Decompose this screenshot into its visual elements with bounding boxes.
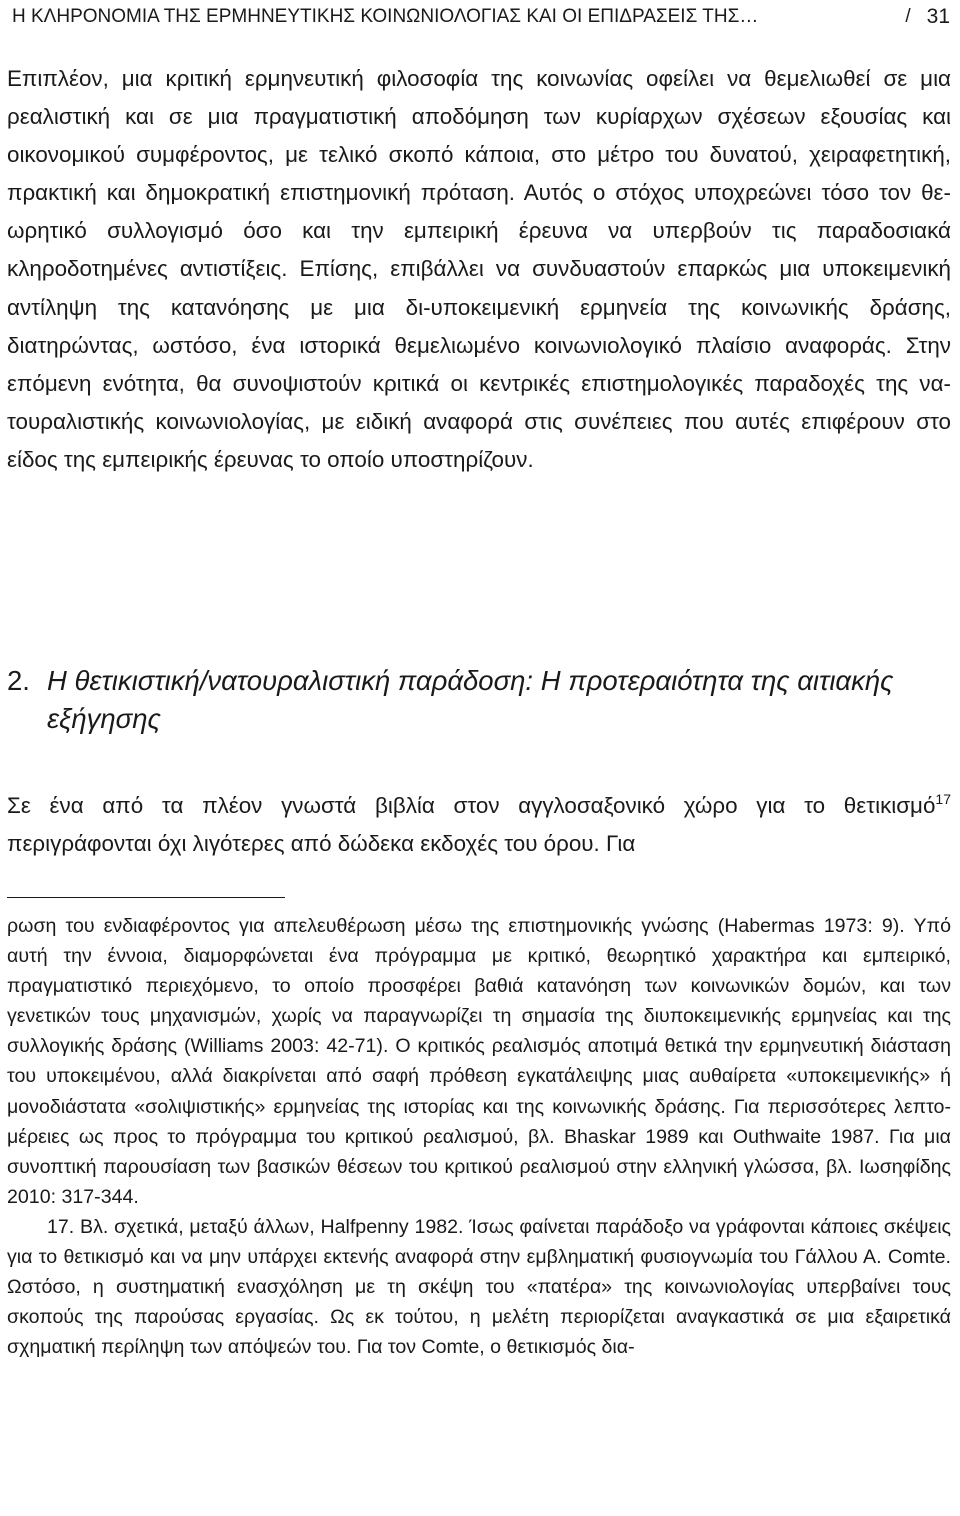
footnote-17: 17. Βλ. σχετικά, μεταξύ άλλων, Halfpenny 1982. Ίσως φαίνεται παράδοξο να γράφονται κάποιες σκέψεις για το θετικισμό και να μην υπάρχει εκτενής αναφορά στην εμβληματική φυσιογνωμία του Γάλλου Α. Comte. Ωστόσο, η συστηματική ενασχόληση με τη σκέψη του «πατέρα» της κοινωνιολογίας υπερβαίνει τους σκοπούς της παρούσας εργασίας. Ως εκ τούτου, η μελέτη περιορίζεται αναγκαστικά σε μια εξαιρετικά σχηματική περίληψη των απόψεών του. Για τον Comte, ο θετικισμός δια- — [7, 1215, 951, 1359]
section-heading — [7, 662, 940, 738]
page-number: 31 — [926, 5, 950, 28]
paragraph-text: Σε ένα από τα πλέον γνωστά βιβλία στον αγγλοσαξονικό χώρο για το θετικισμό — [7, 793, 936, 818]
footnote-reference[interactable]: 17 — [935, 791, 951, 807]
running-title: Η ΚΛΗΡΟΝΟΜΙΑ ΤΗΣ ΕΡΜΗΝΕΥΤΙΚΗΣ ΚΟΙΝΩΝΙΟΛΟΓΙΑΣ ΚΑΙ ΟΙ ΕΠΙΔΡΑΣΕΙΣ ΤΗΣ… — [12, 6, 759, 27]
paragraph — [7, 787, 951, 863]
paragraph-text: περιγράφονται όχι λιγότερες από δώδεκα εκδοχές του όρου. Για — [7, 831, 636, 857]
section-number: 2. — [7, 665, 30, 696]
running-header — [12, 0, 950, 34]
footnote-divider — [7, 897, 285, 898]
header-separator: / — [905, 6, 911, 27]
footnote-continuation: ρωση του ενδιαφέροντος για απελευθέρωση μέσω της επιστημονικής γνώσης (Habermas 1973: 9). Υπό αυτή την έννοια, διαμορφώνεται ένα πρόγραμμα με κριτικό, θεωρητικό χαρακτήρα και εμπειρικό, πραγματιστικό περιεχόμενο, το οποίο προσφέρει βαθιά κατανόηση των κοινωνικών δομών, και των γενετικών τους μηχανισμών, χωρίς να παραγνωρίζει τη σημασία της διυποκειμενικής ερμηνείας και της συλλογικής δράσης (Williams 2003: 42-71). Ο κριτικός ρεαλισμός αποτιμά θετικά την ερμηνευτική διάσταση του υποκειμένου, αλλά διακρίνεται από σαφή πρόθεση εγκατάλειψης μιας αυθαίρετα «υποκειμενικής» ή μονοδιάστατα «σολιψιστικής» ερμηνείας της ιστορίας και της κοινωνικής δράσης. Για περισσότερες λεπτομέρειες ως προς το πρόγραμμα του κριτικού ρεαλισμού, βλ. Bhaskar 1989 και Outhwaite 1987. Για μια συνοπτική παρουσίαση των βασικών θέσεων του κριτικού ρεαλισμού στην ελληνική γλώσσα, βλ. Ιωσηφίδης 2010: 317-344. — [7, 915, 951, 1208]
main-text — [7, 60, 951, 479]
footnotes — [7, 911, 951, 1362]
section-body — [7, 787, 951, 863]
section-title: Η θετικιστική/νατουραλιστική παράδοση: Η προτεραιότητα της αιτιακής εξήγησης — [47, 665, 894, 734]
paragraph: Επιπλέον, μια κριτική ερμηνευτική φιλοσοφία της κοινωνίας οφείλει να θεμελιωθεί σε μια ρεαλιστική και σε μια πραγματιστική αποδόμηση των κυρίαρχων σχέσεων εξουσίας και οικονομικού συμφέροντος, με τελικό σκοπό κάποια, στο μέτρο του δυνατού, χειραφετητική, πρακτική και δημοκρατική επιστημονική πρόταση. Αυτός ο στόχος υποχρεώνει τόσο τον θεωρητικό συλλογισμό όσο και την εμπειρική έρευνα να υπερβούν τις παραδοσιακά κληροδοτημένες αντιστίξεις. Επίσης, επιβάλλει να συνδυαστούν επαρκώς μια υποκειμενική αντίληψη της κατανόησης με μια δι-υποκειμενική ερμηνεία της κοινωνικής δράσης, διατηρώντας, ωστόσο, ένα ιστορικά θεμελιωμένο κοινωνιολογικό πλαίσιο αναφοράς. Στην επόμενη ενότητα, θα συνοψιστούν κριτικά οι κεντρικές επιστημολογικές παραδοχές της νατουραλιστικής κοινωνιολογίας, με ειδική αναφορά στις συνέπειες που αυτές επιφέρουν στο είδος της εμπειρικής έρευνας το οποίο υποστηρίζουν. — [7, 66, 951, 472]
